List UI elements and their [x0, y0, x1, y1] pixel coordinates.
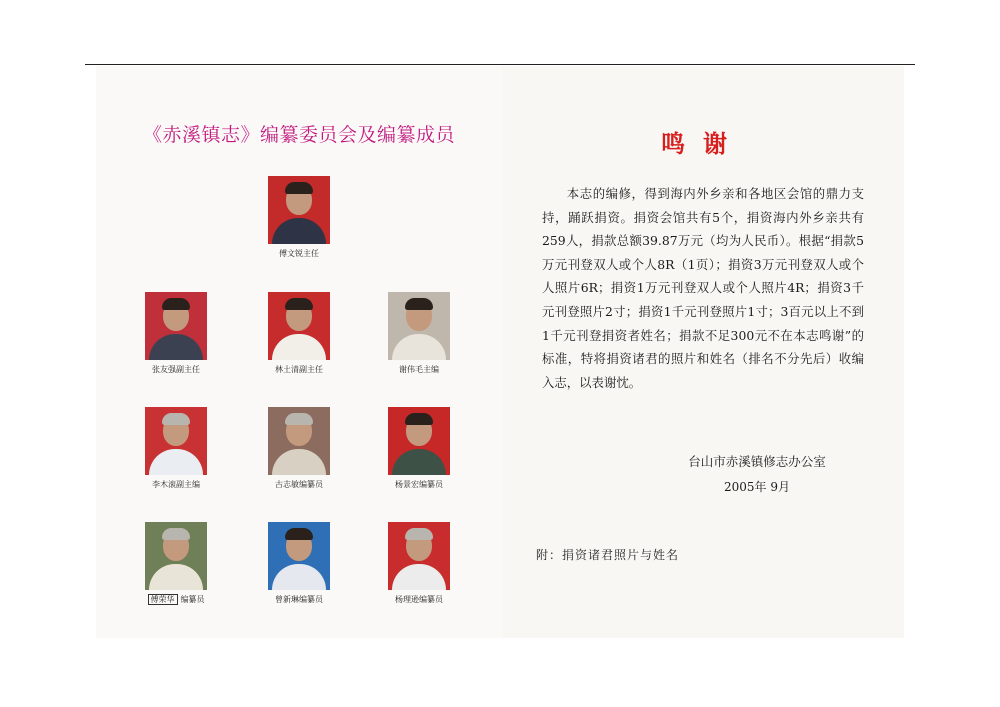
portrait-photo — [388, 407, 450, 475]
member-caption: 张友强副主任 — [152, 365, 200, 374]
member-role: 编纂员 — [180, 595, 205, 604]
portrait-shoulders — [149, 334, 203, 360]
portrait-photo — [268, 407, 330, 475]
portrait-hair — [285, 298, 313, 310]
portrait-hair — [162, 528, 190, 540]
portrait-photo — [268, 522, 330, 590]
portrait-photo — [145, 292, 207, 360]
appendix-note: 附：捐资诸君照片与姓名 — [536, 548, 680, 562]
portrait-hair — [285, 413, 313, 425]
member-caption: 杨理逊编纂员 — [395, 595, 443, 604]
portrait-shoulders — [272, 449, 326, 475]
portrait-hair — [285, 528, 313, 540]
member-card — [239, 176, 359, 259]
portrait-photo — [388, 522, 450, 590]
member-card — [239, 292, 359, 375]
portrait-photo — [145, 522, 207, 590]
top-rule — [85, 64, 915, 65]
portrait-photo — [388, 292, 450, 360]
member-card — [239, 407, 359, 490]
member-card — [359, 292, 479, 375]
committee-title: 《赤溪镇志》编纂委员会及编纂成员 — [142, 124, 455, 146]
portrait-shoulders — [392, 449, 446, 475]
member-caption: 古志敏编纂员 — [275, 480, 323, 489]
acknowledgement-title: 鸣谢 — [661, 129, 745, 158]
portrait-shoulders — [272, 564, 326, 590]
portrait-photo — [268, 292, 330, 360]
member-caption — [116, 594, 236, 605]
portrait-shoulders — [272, 334, 326, 360]
member-caption: 李木滚副主编 — [152, 480, 200, 489]
member-caption: 林土清副主任 — [275, 365, 323, 374]
portrait-hair — [162, 298, 190, 310]
portrait-photo — [145, 407, 207, 475]
portrait-shoulders — [149, 564, 203, 590]
signature: 台山市赤溪镇修志办公室 — [688, 454, 826, 469]
portrait-hair — [405, 528, 433, 540]
portrait-hair — [405, 298, 433, 310]
member-card — [116, 292, 236, 375]
acknowledgement-paragraph: 本志的编修，得到海内外乡亲和各地区会馆的鼎力支持，踊跃捐资。捐资会馆共有5个，捐资海内外乡亲共有259人，捐款总额39.87万元（均为人民币）。根据“捐款5万元刊登双人或个人8R（1页）；捐资3万元刊登双人或个人照片6R；捐资1万元刊登双人或个人照片4R；捐资3千元刊登照片2寸；捐资1千元刊登照片1寸；3百元以上不到1千元刊登捐资者姓名；捐款不足300元不在本志鸣谢”的标准，特将捐资诸君的照片和姓名（排名不分先后）收编入志，以表谢忱。 — [542, 186, 864, 390]
portrait-hair — [162, 413, 190, 425]
member-card — [116, 407, 236, 490]
portrait-hair — [405, 413, 433, 425]
portrait-photo — [268, 176, 330, 244]
portrait-shoulders — [392, 564, 446, 590]
member-caption: 曾新琳编纂员 — [275, 595, 323, 604]
member-caption: 谢伟毛主编 — [399, 365, 439, 374]
portrait-shoulders — [149, 449, 203, 475]
member-card — [116, 522, 236, 605]
member-name-boxed: 傅荣华 — [148, 594, 178, 605]
acknowledgement-body — [542, 182, 864, 394]
portrait-hair — [285, 182, 313, 194]
portrait-shoulders — [272, 218, 326, 244]
right-page — [502, 66, 904, 638]
member-card — [359, 407, 479, 490]
member-card — [239, 522, 359, 605]
portrait-shoulders — [392, 334, 446, 360]
member-caption: 傅文锐主任 — [279, 249, 319, 258]
book-spread — [96, 66, 904, 638]
member-card — [359, 522, 479, 605]
member-caption: 杨景宏编纂员 — [395, 480, 443, 489]
left-page — [96, 66, 502, 638]
date: 2005年 9月 — [724, 480, 790, 494]
